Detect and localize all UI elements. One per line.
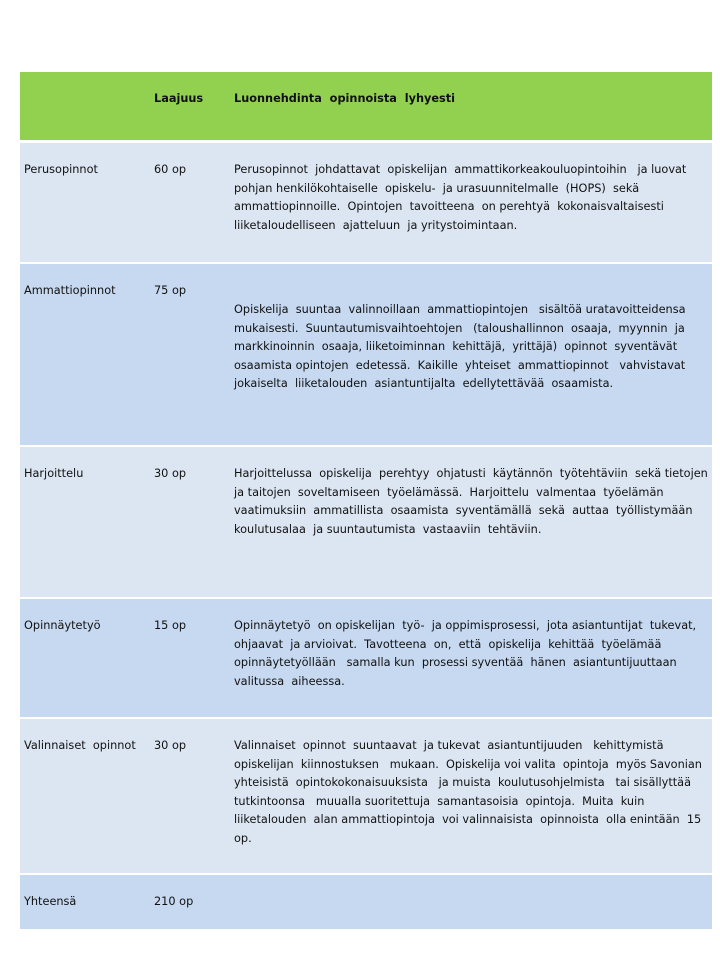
table-row (20, 719, 712, 873)
row-description: Harjoittelussa opiskelija perehtyy ohjatusti käytännön työtehtäviin sekä tietojen ja taitojen soveltamiseen työelämässä. Harjoittelu valmentaa työelämän vaatimuksiin ammatillista osaamista syventämällä sekä auttaa työllistymään koulutusalaa ja suuntautumista vastaaviin tehtäviin. (234, 467, 708, 536)
table-row-total (20, 875, 712, 929)
study-structure-table (20, 72, 712, 931)
row-description: Opiskelija suuntaa valinnoillaan ammattiopintojen sisältöä uratavoitteidensa mukaisesti. Suuntautumisvaihtoehtojen (taloushallinnon osaaja, myynnin ja markkinoinnin osaaja, liiketoiminnan kehittäjä, yrittäjä) opinnot syventävät osaamista opintojen edetessä. Kaikille yhteiset ammattiopinnot vahvistavat jokaiselta liiketalouden asiantuntijalta edellytettävää osaamista. (234, 303, 686, 390)
row-credits: 75 op (154, 284, 187, 297)
row-credits: 30 op (154, 739, 187, 752)
row-credits: 60 op (154, 163, 187, 176)
table-row (20, 143, 712, 262)
row-credits: 30 op (154, 467, 187, 480)
row-name: Ammattiopinnot (24, 284, 116, 297)
total-label: Yhteensä (24, 895, 77, 908)
total-description (230, 875, 712, 929)
table-row (20, 447, 712, 597)
row-name: Valinnaiset opinnot (24, 739, 136, 752)
row-name: Harjoittelu (24, 467, 84, 480)
row-name: Opinnäytetyö (24, 619, 101, 632)
table-row (20, 264, 712, 445)
table-header (20, 72, 712, 140)
header-credits: Laajuus (154, 92, 204, 105)
total-credits: 210 op (154, 895, 194, 908)
row-name: Perusopinnot (24, 163, 98, 176)
header-empty (20, 72, 148, 140)
header-description: Luonnehdinta opinnoista lyhyesti (234, 92, 456, 105)
table-row (20, 599, 712, 717)
row-description: Opinnäytetyö on opiskelijan työ- ja oppimisprosessi, jota asiantuntijat tukevat, ohjaavat ja arvioivat. Tavotteena on, että opiskelija kehittää työelämää opinnäytetyöllään samalla kun prosessi syventää hänen asiantuntijuuttaan valitussa aiheessa. (234, 619, 697, 688)
row-credits: 15 op (154, 619, 187, 632)
row-description: Perusopinnot johdattavat opiskelijan ammattikorkeakouluopintoihin ja luovat pohjan henkilökohtaiselle opiskelu- ja urasuunnitelmalle (HOPS) sekä ammattiopinnoille. Opintojen tavoitteena on perehtyä kokonaisvaltaisesti liiketaloudelliseen ajatteluun ja yritystoimintaan. (234, 163, 687, 232)
row-description: Valinnaiset opinnot suuntaavat ja tukevat asiantuntijuuden kehittymistä opiskelijan kiinnostuksen mukaan. Opiskelija voi valita opintoja myös Savonian yhteisistä opintokokonaisuuksista ja muista koulutusohjelmista tai sisällyttää tutkintoonsa muualla suoritettuja samantasoisia opintoja. Muita kuin liiketalouden alan ammattiopintoja voi valinnaisista opinnoista olla enintään 15 op. (234, 739, 702, 845)
